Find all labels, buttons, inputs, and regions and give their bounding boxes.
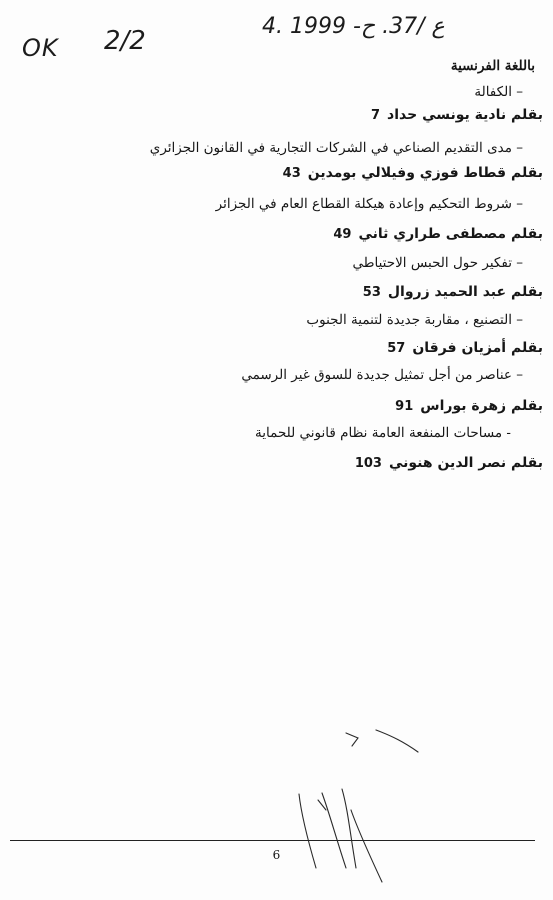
entry-page-7: 103 [354, 456, 382, 471]
handwritten-page-mark: 2/2 [104, 26, 146, 56]
entry-author-row-3 [333, 226, 543, 242]
entry-author-1: بقلم نادية يونسي حداد [387, 107, 543, 123]
page-number: 6 [272, 848, 281, 862]
entry-author-row-5 [387, 340, 543, 356]
handwritten-ok-mark: OK [22, 34, 59, 62]
entry-page-1: 7 [370, 108, 381, 123]
entry-author-3: بقلم مصطفى طراري ثاني [358, 226, 543, 242]
entry-author-6: بقلم زهرة بوراس [420, 398, 543, 414]
entry-title-3: – شروط التحكيم وإعادة هيكلة القطاع العام في الجزائر [215, 196, 523, 212]
footer-rule [10, 840, 535, 841]
entry-page-4: 53 [362, 285, 381, 300]
entry-author-4: بقلم عبد الحميد زروال [387, 284, 543, 300]
entry-title-5: – التصنيع ، مقاربة جديدة لتنمية الجنوب [306, 312, 523, 328]
entry-author-row-7 [355, 455, 543, 471]
handwritten-reference: 4. ع /37. ح- 1999 [262, 14, 445, 39]
entry-title-4: – تفكير حول الحبس الاحتياطي [352, 255, 523, 271]
entry-author-row-4 [363, 284, 543, 300]
entry-page-3: 49 [333, 227, 352, 242]
entry-author-row-1 [371, 107, 543, 123]
entry-title-1: – الكفالة [474, 84, 523, 100]
entry-page-2: 43 [282, 166, 301, 181]
entry-title-6: – عناصر من أجل تمثيل جديدة للسوق غير الرسمي [241, 367, 523, 383]
entry-title-7: - مساحات المنفعة العامة نظام قانوني للحماية [255, 425, 511, 441]
entry-page-5: 57 [387, 341, 406, 356]
entry-author-row-6 [395, 398, 543, 414]
section-heading: باللغة الفرنسية [450, 58, 535, 74]
entry-title-2: – مدى التقديم الصناعي في الشركات التجارية في القانون الجزائري [149, 140, 523, 156]
entry-page-6: 91 [395, 399, 414, 414]
entry-author-7: بقلم نصر الدين هنوني [388, 455, 543, 471]
entry-author-2: بقلم قطاط فوزي وفيلالي بومدين [307, 165, 543, 181]
entry-author-row-2 [283, 165, 543, 181]
entry-author-5: بقلم أمزيان فرقان [412, 340, 543, 356]
